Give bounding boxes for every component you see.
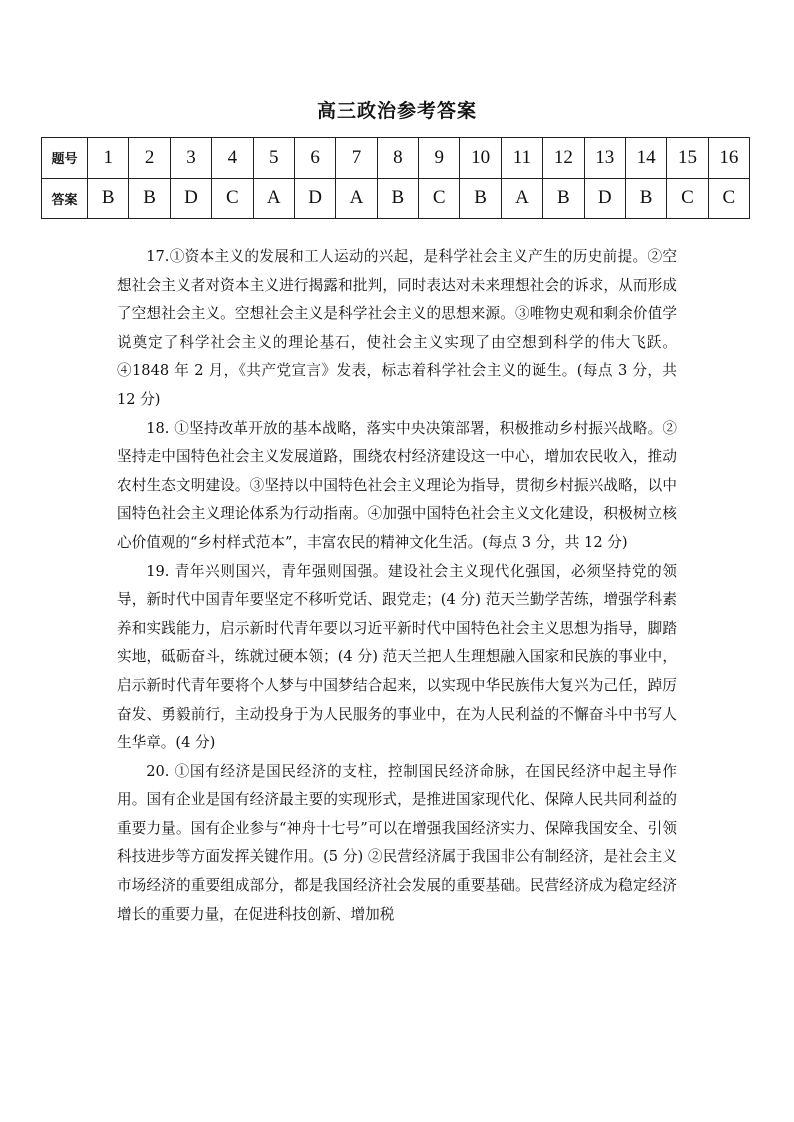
question-number-cell: 14 bbox=[625, 138, 666, 179]
answer-cell: B bbox=[543, 178, 584, 219]
question-number-cell: 12 bbox=[543, 138, 584, 179]
question-number-cell: 6 bbox=[294, 138, 335, 179]
answer-paragraph-19: 19. 青年兴则国兴，青年强则国强。建设社会主义现代化强国，必须坚持党的领导，新时代中国青年要坚定不移听党话、跟党走；(4 分) 范天兰勤学苦练，增强学科素养和实践能力，启示新时代青年要以习近平新时代中国特色社会主义思想为指导，脚踏实地，砥砺奋斗，练就过硬本领；(4 分) 范天兰把人生理想融入国家和民族的事业中，启示新时代青年要将个人梦与中国梦结合起来，以实现中华民族伟大复兴为己任，踔厉奋发、勇毅前行，主动投身于为人民服务的事业中，在为人民利益的不懈奋斗中书写人生华章。(4 分) bbox=[117, 562, 677, 752]
answer-paragraph-18: 18. ①坚持改革开放的基本战略，落实中央决策部署，积极推动乡村振兴战略。②坚持走中国特色社会主义发展道路，围绕农村经济建设这一中心，增加农民收入，推动农村生态文明建设。③坚持以中国特色社会主义理论为指导，贯彻乡村振兴战略，以中国特色社会主义理论体系为行动指南。④加强中国特色社会主义文化建设，积极树立核心价值观的“乡村样式范本”，丰富农民的精神文化生活。(每点 3 分，共 12 分) bbox=[117, 419, 677, 551]
question-number-cell: 8 bbox=[377, 138, 418, 179]
question-number-cell: 7 bbox=[336, 138, 377, 179]
answer-cell: A bbox=[336, 178, 377, 219]
question-number-cell: 1 bbox=[88, 138, 129, 179]
question-number-cell: 10 bbox=[460, 138, 501, 179]
answer-cell: B bbox=[377, 178, 418, 219]
answer-cell: B bbox=[129, 178, 170, 219]
question-number-cell: 16 bbox=[708, 138, 749, 179]
answer-cell: B bbox=[88, 178, 129, 219]
question-number-cell: 3 bbox=[170, 138, 211, 179]
answer-cell: D bbox=[170, 178, 211, 219]
answer-cell: B bbox=[625, 178, 666, 219]
question-number-cell: 11 bbox=[501, 138, 542, 179]
answer-cell: B bbox=[460, 178, 501, 219]
answer-cell: C bbox=[419, 178, 460, 219]
answer-cell: D bbox=[294, 178, 335, 219]
answer-table bbox=[41, 137, 750, 219]
page-title: 高三政治参考答案 bbox=[316, 100, 477, 122]
answer-cell: C bbox=[667, 178, 708, 219]
question-number-cell: 4 bbox=[212, 138, 253, 179]
answer-paragraph-20: 20. ①国有经济是国民经济的支柱，控制国民经济命脉，在国民经济中起主导作用。国有企业是国有经济最主要的实现形式，是推进国家现代化、保障人民共同利益的重要力量。国有企业参与“神舟十七号”可以在增强我国经济实力、保障我国安全、引领科技进步等方面发挥关键作用。(5 分) ②民营经济属于我国非公有制经济，是社会主义市场经济的重要组成部分，都是我国经济社会发展的重要基础。民营经济成为稳定经济增长的重要力量，在促进科技创新、增加税 bbox=[117, 762, 677, 923]
answer-cell: D bbox=[584, 178, 625, 219]
question-number-cell: 2 bbox=[129, 138, 170, 179]
answer-paragraph-17: 17.①资本主义的发展和工人运动的兴起，是科学社会主义产生的历史前提。②空想社会主义者对资本主义进行揭露和批判，同时表达对未来理想社会的诉求，从而形成了空想社会主义。空想社会主义是科学社会主义的思想来源。③唯物史观和剩余价值学说奠定了科学社会主义的理论基石，使社会主义实现了由空想到科学的伟大飞跃。④1848 年 2 月，《共产党宣言》发表，标志着科学社会主义的诞生。(每点 3 分，共 12 分) bbox=[117, 248, 677, 408]
question-number-row bbox=[42, 138, 750, 179]
answer-cell: A bbox=[253, 178, 294, 219]
answer-cell: C bbox=[708, 178, 749, 219]
question-number-cell: 13 bbox=[584, 138, 625, 179]
answer-label: 答案 bbox=[42, 178, 88, 219]
answer-cell: C bbox=[212, 178, 253, 219]
answer-explanations bbox=[117, 243, 677, 929]
answer-row bbox=[42, 178, 750, 219]
question-number-cell: 5 bbox=[253, 138, 294, 179]
question-number-label: 题号 bbox=[42, 138, 88, 179]
answer-cell: A bbox=[501, 178, 542, 219]
question-number-cell: 15 bbox=[667, 138, 708, 179]
question-number-cell: 9 bbox=[419, 138, 460, 179]
